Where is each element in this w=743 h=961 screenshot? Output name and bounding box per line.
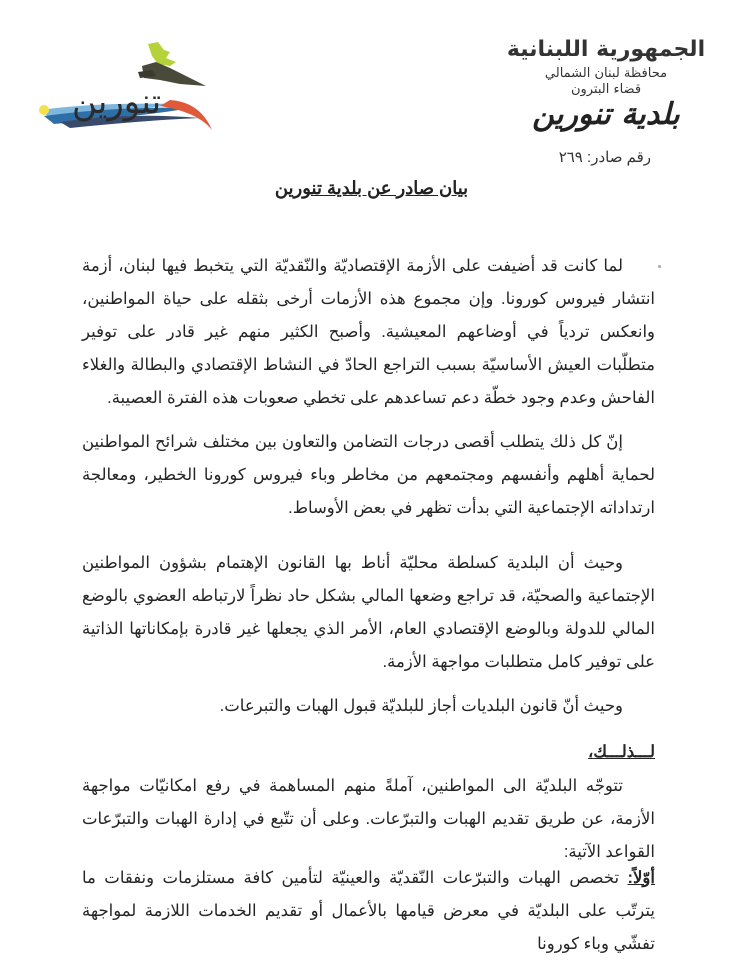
paragraph-3: وحيث أن البلدية كسلطة محليّة أناط بها القانون الإهتمام بشؤون المواطنين الإجتماعية والصحيّة، قد تراجع وضعها المالي بشكل حاد نظراً لارتباطه العضوي بالوضع المالي للدولة وبالوضع الإقتصادي العام، الأمر الذي يجعلها غير قادرة بإمكاناتها الذاتية على توفير كامل متطلبات مواجهة الأزمة. [82,554,655,671]
document-title: بيان صادر عن بلدية تنورين [274,178,469,198]
paragraph-1: لما كانت قد أضيفت على الأزمة الإقتصاديّة والنّقديّة التي يتخبط فيها لبنان، أزمة انتشار فيروس كورونا. وإن مجموع هذه الأزمات أرخى بثقله على حياة المواطنين، وانعكس تردياً في أوضاعهم المعيشية. وأصبح الكثير منهم غير قادر على توفير متطلّبات العيش الأساسيّة بسبب التراجع الحادّ في النشاط الإقتصادي والبطالة والغلاء الفاحش وعدم وجود خطّة دعم تساعدهم على تخطي صعوبات هذه الفترة العصيبة. [82,257,655,407]
document-title-wrap [0,178,743,199]
district-label: قضاء البترون [570,82,642,97]
rule-1-text: تخصص الهبات والتبرّعات النّقديّة والعينيّة لتأمين كافة مستلزمات ونفقات ما يترتّب على البلديّة في معرض قيامها بالأعمال أو تقديم الخدمات اللازمة لمواجهة تفشّي وباء كورونا [82,868,655,953]
logo-text: تنورين [72,82,162,122]
republic-heading: الجمهورية اللبنانية [506,37,706,62]
therefore-heading: لـــذلـــك، [588,743,655,761]
governorate-label: محافظة لبنان الشمالي [544,66,668,81]
scan-speck [658,265,661,268]
municipality-name: بلدية تنورين [532,97,680,132]
paragraph-5: تتوجّه البلديّة الى المواطنين، آملةً منهم المساهمة في رفع امكانيّات مواجهة الأزمة، عن طريق تقديم الهبات والتبرّعات. وعلى أن تتّبع في إدارة الهبات والتبرّعات القواعد الآتية: [82,777,655,861]
paragraph-2: إنّ كل ذلك يتطلب أقصى درجات التضامن والتعاون بين مختلف شرائح المواطنين لحماية أهلهم وأنفسهم ومجتمعهم من مخاطر وباء فيروس كورونا الخطير، ومعالجة ارتداداته الإجتماعية التي بدأت تظهر في بعض الأوساط. [82,433,655,517]
reference-number: رقم صادر: ٢٦٩ [558,149,651,166]
letterhead [491,36,721,132]
rule-1 [82,862,655,961]
paragraph-4: وحيث أنّ قانون البلديات أجاز للبلديّة قبول الهبات والتبرعات. [219,697,623,715]
rule-1-label: أوّلاً: [627,868,655,887]
municipality-logo [30,38,220,138]
